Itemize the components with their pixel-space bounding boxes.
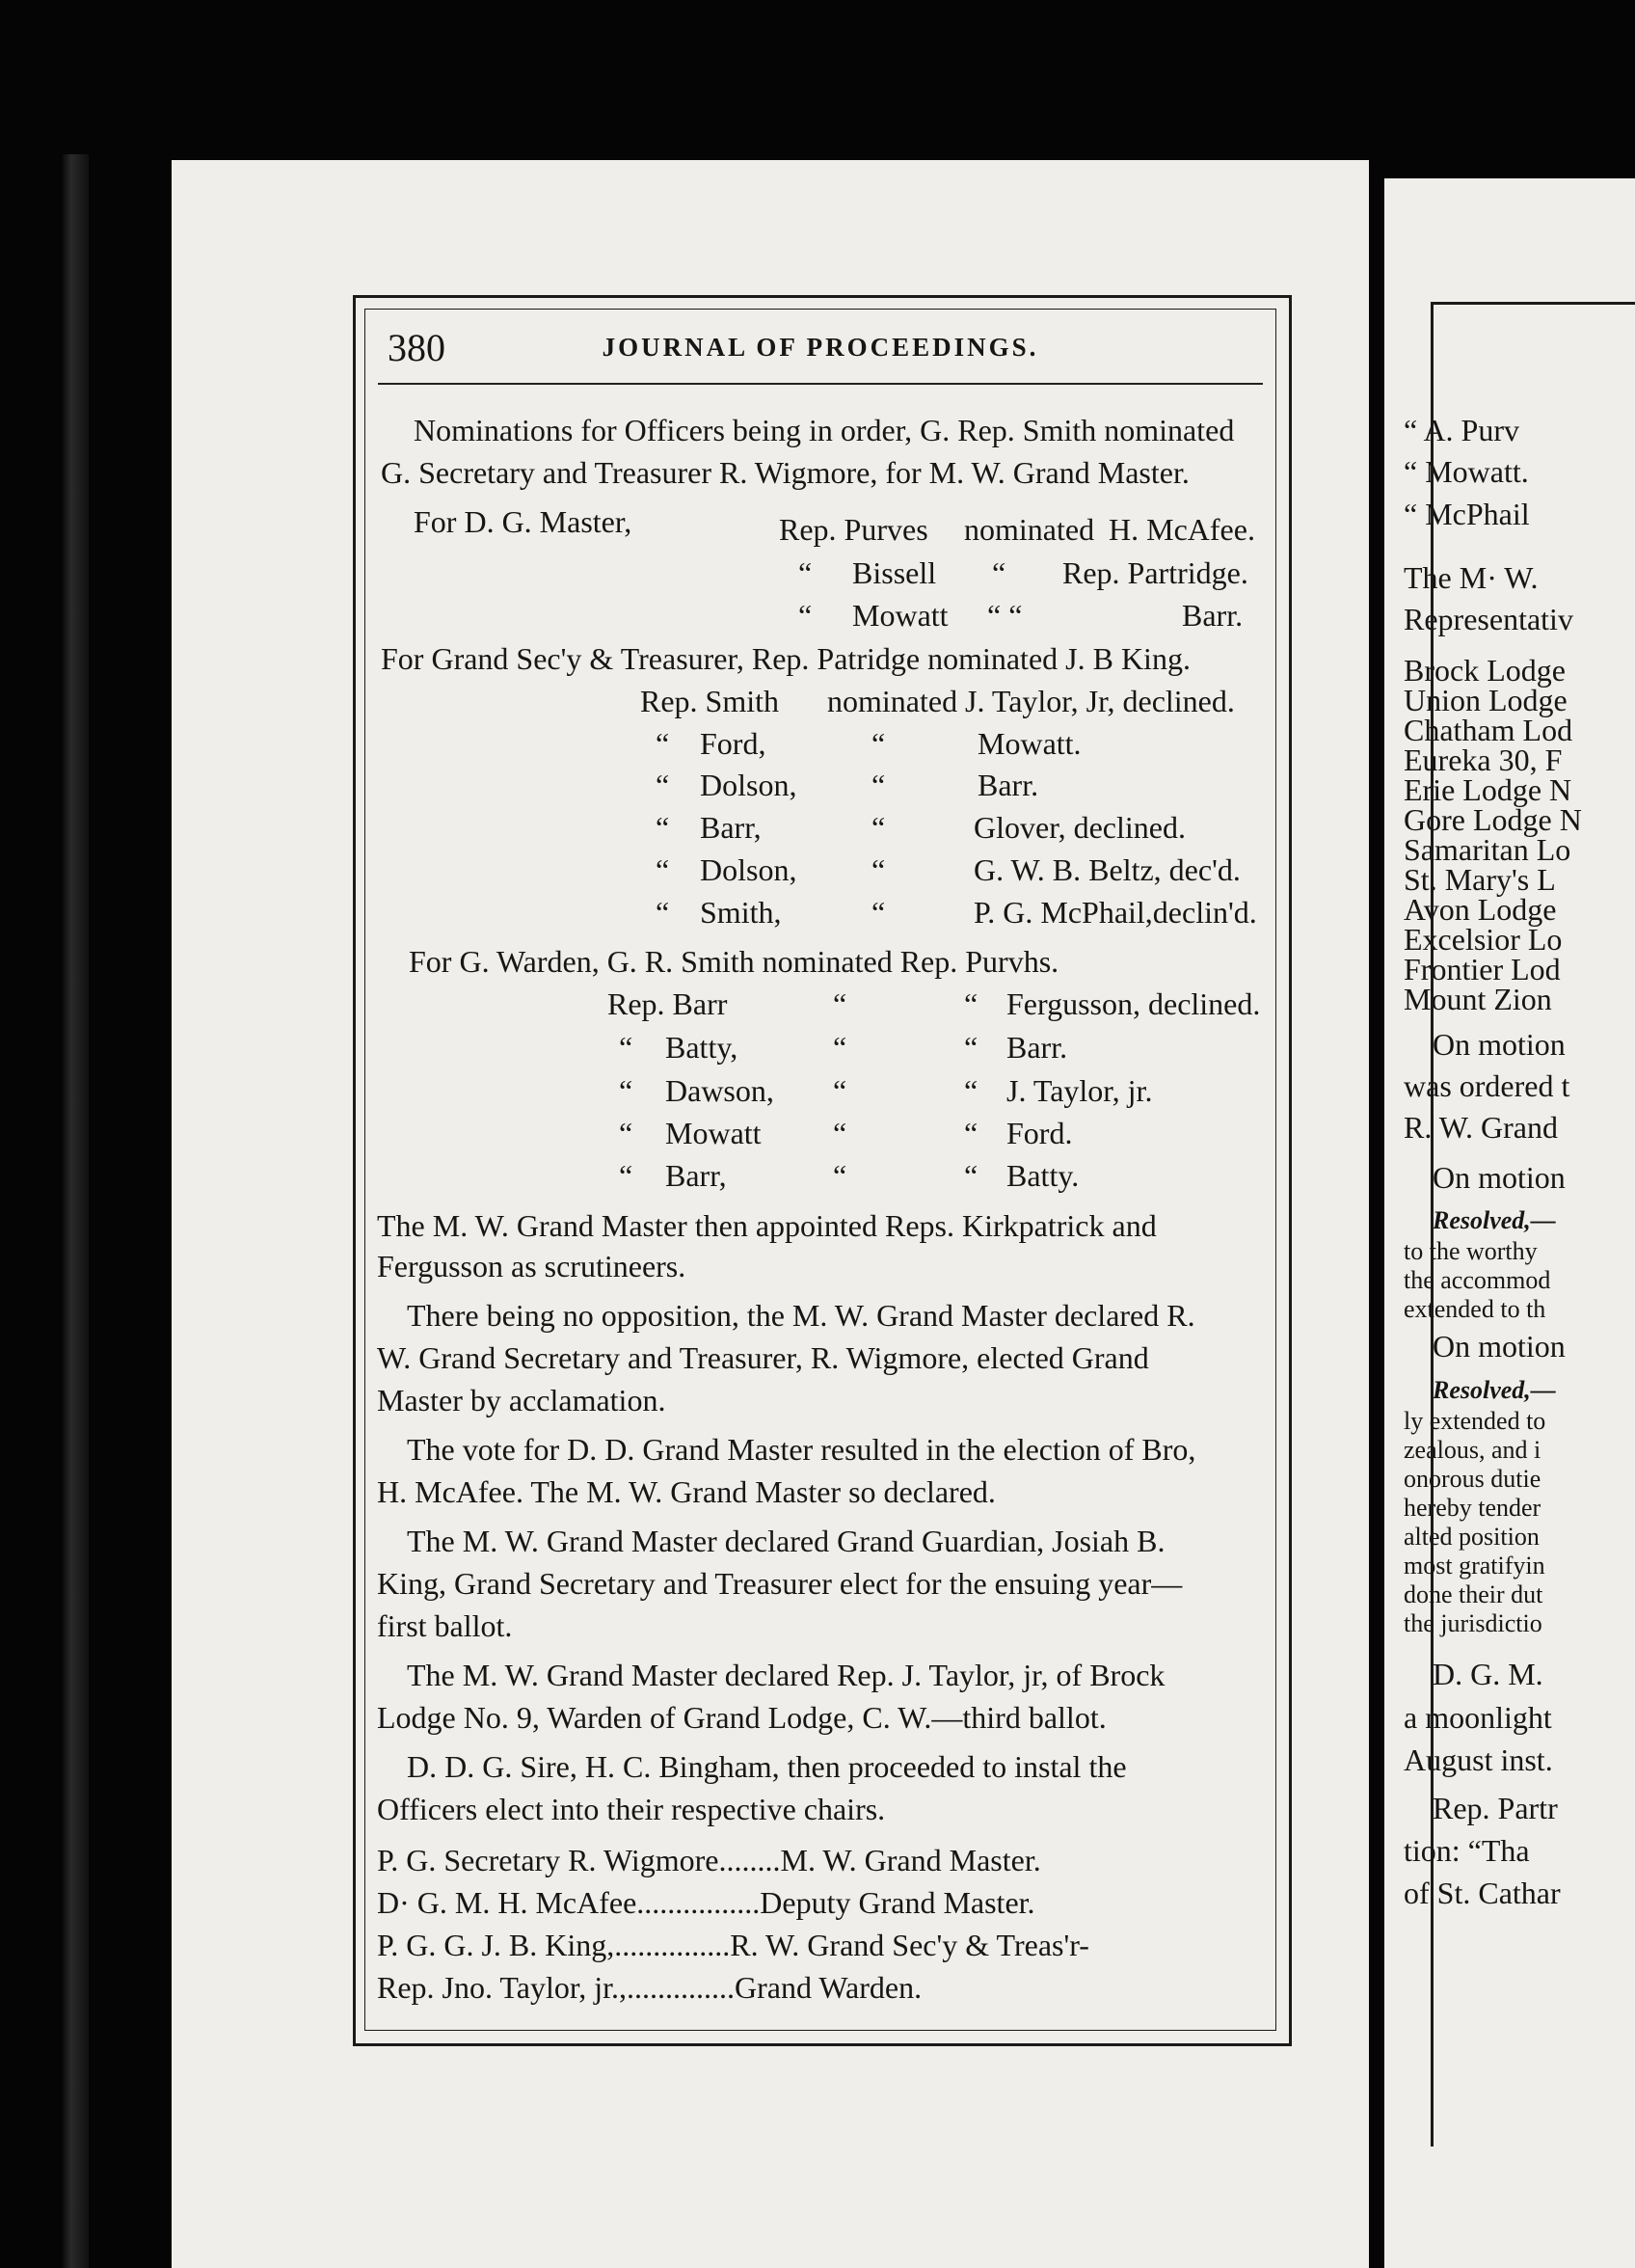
installed-leader: .............. (626, 1970, 735, 2005)
right-line: Avon Lodge (1404, 892, 1557, 927)
installed-name: P. G. G. J. B. King, (377, 1928, 615, 1962)
right-line: “ McPhail (1404, 497, 1530, 531)
right-line: a moonlight (1404, 1700, 1552, 1735)
taylor-line-2: Lodge No. 9, Warden of Grand Lodge, C. W.—third ballot. (377, 1700, 1107, 1735)
war-rep: Batty, (665, 1030, 738, 1065)
dgm-ditto: “ (798, 598, 813, 633)
war-rep: Barr, (665, 1158, 727, 1193)
sec-candidate: Glover, declined. (974, 810, 1186, 845)
right-line: zealous, and i (1404, 1436, 1541, 1464)
installed-name: Rep. Jno. Taylor, jr., (377, 1970, 627, 2005)
war-ditto: “ (833, 986, 847, 1021)
war-ditto: “ (964, 1158, 978, 1193)
war-ditto: “ (619, 1073, 633, 1108)
sec-verb-ditto: “ (871, 726, 886, 761)
right-line: R. W. Grand (1404, 1110, 1558, 1145)
right-line: Representativ (1404, 602, 1573, 636)
right-line: “ A. Purv (1404, 413, 1519, 447)
installed-leader: ................ (636, 1885, 761, 1920)
sec-ditto: “ (656, 810, 670, 845)
right-line: hereby tender (1404, 1494, 1541, 1522)
opposition-line-1: There being no opposition, the M. W. Grand Master declared R. (407, 1298, 1195, 1333)
sec-rep: Smith, (700, 895, 782, 930)
right-line: of St. Cathar (1404, 1876, 1561, 1910)
taylor-line-1: The M. W. Grand Master declared Rep. J. Taylor, jr, of Brock (407, 1658, 1166, 1692)
installed-name: D· G. M. H. McAfee (377, 1885, 637, 1920)
installed-row (377, 1930, 1089, 1960)
right-line: Gore Lodge N (1404, 802, 1582, 837)
war-candidate: Ford. (1006, 1116, 1073, 1150)
opposition-line-2: W. Grand Secretary and Treasurer, R. Wigmore, elected Grand (377, 1340, 1149, 1375)
page-number: 380 (388, 326, 445, 369)
war-rep: Mowatt (665, 1116, 762, 1150)
right-line: done their dut (1404, 1580, 1543, 1608)
sec-candidate: J. Taylor, Jr, declined. (965, 684, 1235, 718)
right-line: On motion (1433, 1027, 1566, 1062)
sec-candidate: G. W. B. Beltz, dec'd. (974, 852, 1241, 887)
dgm-rep: Mowatt (852, 598, 949, 633)
nominations-line-1: Nominations for Officers being in order, G. Rep. Smith nominated (414, 413, 1235, 447)
dgm-candidate: Rep. Partridge. (1062, 555, 1248, 590)
war-ditto: “ (833, 1116, 847, 1150)
war-ditto: “ (619, 1158, 633, 1193)
scrutineers-line-2: Fergusson as scrutineers. (377, 1249, 686, 1283)
right-line: Excelsior Lo (1404, 922, 1563, 957)
right-line: On motion (1433, 1160, 1566, 1195)
opposition-line-3: Master by acclamation. (377, 1383, 666, 1418)
installed-leader: ........ (718, 1843, 781, 1877)
war-ditto: “ (964, 986, 978, 1021)
right-line: D. G. M. (1433, 1657, 1543, 1691)
war-ditto: “ (964, 1073, 978, 1108)
dgm-candidate: H. McAfee. (1109, 512, 1255, 547)
war-rep: Dawson, (665, 1073, 774, 1108)
war-ditto: “ (619, 1116, 633, 1150)
sec-rep: Dolson, (700, 768, 797, 802)
scrutineers-line-1: The M. W. Grand Master then appointed Reps. Kirkpatrick and (377, 1208, 1157, 1243)
war-candidate: J. Taylor, jr. (1006, 1073, 1153, 1108)
war-ditto: “ (964, 1116, 978, 1150)
right-line: most gratifyin (1404, 1552, 1545, 1580)
right-line: Rep. Partr (1433, 1791, 1558, 1825)
war-ditto: “ (833, 1158, 847, 1193)
sec-candidate: Mowatt. (978, 726, 1082, 761)
sec-candidate: P. G. McPhail,declin'd. (974, 895, 1257, 930)
right-line: was ordered t (1404, 1068, 1570, 1103)
book-binding (60, 154, 89, 2268)
right-line: Chatham Lod (1404, 713, 1573, 747)
dgm-ditto: “ (798, 555, 813, 590)
war-ditto: “ (833, 1030, 847, 1065)
right-line: Eureka 30, F (1404, 742, 1563, 777)
right-line: The M· W. (1404, 560, 1539, 595)
right-line: Resolved,— (1433, 1376, 1556, 1404)
secretary-heading: For Grand Sec'y & Treasurer, Rep. Patridge nominated J. B King. (381, 641, 1191, 676)
sec-verb-ditto: “ (871, 810, 886, 845)
nominations-line-2: G. Secretary and Treasurer R. Wigmore, for M. W. Grand Master. (381, 455, 1190, 490)
right-line: the jurisdictio (1404, 1609, 1542, 1637)
sec-rep: Dolson, (700, 852, 797, 887)
sec-candidate: Barr. (978, 768, 1039, 802)
page-header (378, 313, 1263, 385)
sec-verb: nominated (827, 684, 958, 718)
right-line: Brock Lodge (1404, 653, 1566, 688)
installed-office: Grand Warden. (734, 1970, 923, 2005)
sec-ditto: “ (656, 895, 670, 930)
guardian-line-2: King, Grand Secretary and Treasurer elect for the ensuing year— (377, 1566, 1183, 1601)
right-line: Union Lodge (1404, 683, 1568, 717)
installed-row (377, 1845, 1041, 1876)
war-ditto: “ (964, 1030, 978, 1065)
sec-ditto: “ (656, 726, 670, 761)
dgm-heading: For D. G. Master, (414, 504, 632, 539)
installed-name: P. G. Secretary R. Wigmore (377, 1843, 719, 1877)
guardian-line-3: first ballot. (377, 1608, 513, 1643)
installed-office: M. W. Grand Master. (780, 1843, 1041, 1877)
guardian-line-1: The M. W. Grand Master declared Grand Guardian, Josiah B. (407, 1524, 1166, 1558)
war-rep: Rep. Barr (607, 986, 728, 1021)
war-ditto: “ (619, 1030, 633, 1065)
sec-verb-ditto: “ (871, 895, 886, 930)
installed-leader: ............... (614, 1928, 731, 1962)
right-page-fragment (1384, 178, 1635, 2268)
war-candidate: Batty. (1006, 1158, 1080, 1193)
sec-rep: Rep. Smith (640, 684, 780, 718)
left-page-content (370, 313, 1271, 2030)
dgm-rep: Rep. Purves (779, 512, 928, 547)
dgm-verb-ditto: “ “ (987, 598, 1023, 633)
right-line: Resolved,— (1433, 1206, 1556, 1234)
right-line: Frontier Lod (1404, 952, 1561, 986)
vote-line-1: The vote for D. D. Grand Master resulted in the election of Bro, (407, 1432, 1196, 1467)
running-head: JOURNAL OF PROCEEDINGS. (602, 333, 1039, 362)
right-line: alted position (1404, 1523, 1540, 1551)
right-line: On motion (1433, 1329, 1566, 1364)
right-line: ly extended to (1404, 1407, 1546, 1435)
installed-office: Deputy Grand Master. (760, 1885, 1035, 1920)
sec-verb-ditto: “ (871, 852, 886, 887)
war-candidate: Barr. (1006, 1030, 1068, 1065)
sec-ditto: “ (656, 852, 670, 887)
sec-rep: Barr, (700, 810, 762, 845)
vote-line-2: H. McAfee. The M. W. Grand Master so declared. (377, 1474, 996, 1509)
installed-row (377, 1887, 1035, 1918)
right-line: the accommod (1404, 1266, 1551, 1294)
right-line: Mount Zion (1404, 982, 1552, 1016)
right-line: “ Mowatt. (1404, 454, 1529, 489)
sec-rep: Ford, (700, 726, 766, 761)
right-line: to the worthy (1404, 1237, 1538, 1265)
right-line: August inst. (1404, 1742, 1553, 1777)
right-line: Erie Lodge N (1404, 772, 1572, 807)
instal-line-1: D. D. G. Sire, H. C. Bingham, then proceeded to instal the (407, 1749, 1127, 1784)
right-line: tion: “Tha (1404, 1833, 1530, 1868)
warden-heading: For G. Warden, G. R. Smith nominated Rep. Purvhs. (409, 944, 1059, 979)
dgm-rep: Bissell (852, 555, 937, 590)
sec-verb-ditto: “ (871, 768, 886, 802)
war-candidate: Fergusson, declined. (1006, 986, 1261, 1021)
right-line: onorous dutie (1404, 1465, 1541, 1493)
dgm-verb: nominated (964, 512, 1095, 547)
installed-row (377, 1972, 922, 2003)
instal-line-2: Officers elect into their respective chairs. (377, 1792, 886, 1826)
sec-ditto: “ (656, 768, 670, 802)
war-ditto: “ (833, 1073, 847, 1108)
dgm-verb-ditto: “ (992, 555, 1006, 590)
dgm-candidate: Barr. (1182, 598, 1244, 633)
right-line: Samaritan Lo (1404, 832, 1571, 867)
right-line: St. Mary's L (1404, 862, 1556, 897)
installed-office: R. W. Grand Sec'y & Treas'r- (730, 1928, 1089, 1962)
right-line: extended to th (1404, 1295, 1546, 1323)
